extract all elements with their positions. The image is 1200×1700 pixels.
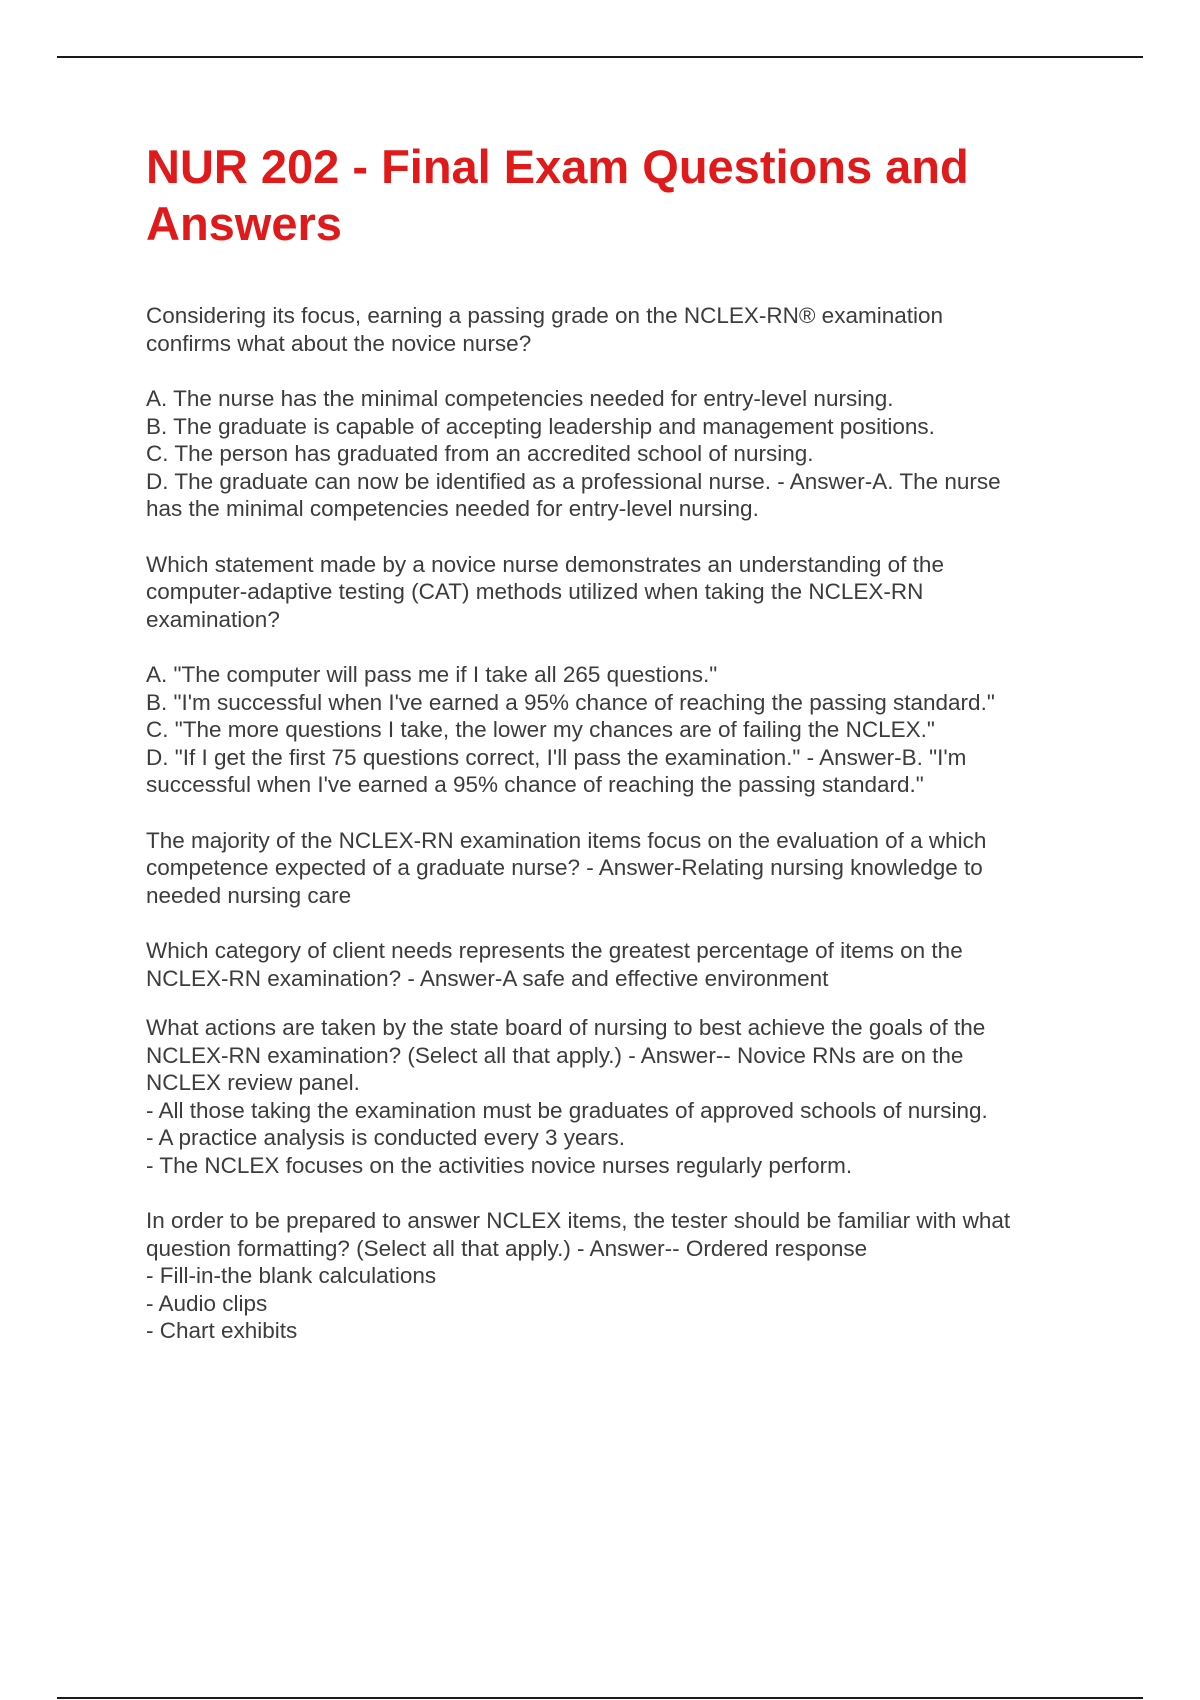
question-1-options-answer bbox=[146, 385, 1086, 523]
footer-rule bbox=[57, 1697, 1143, 1699]
qa-list bbox=[146, 302, 1086, 1345]
text-line: examination? bbox=[146, 606, 280, 632]
text-line: needed nursing care bbox=[146, 882, 352, 908]
text-line: - The NCLEX focuses on the activities novice nurses regularly perform. bbox=[146, 1152, 853, 1178]
text-line: question formatting? (Select all that apply.) - Answer-- Ordered response bbox=[146, 1235, 868, 1261]
text-line: - Chart exhibits bbox=[146, 1318, 298, 1343]
question-5 bbox=[146, 1014, 1086, 1179]
text-line: D. The graduate can now be identified as a professional nurse. - Answer-A. The nurse bbox=[146, 468, 1001, 494]
text-line: - Audio clips bbox=[146, 1290, 268, 1316]
question-1-stem bbox=[146, 302, 1086, 357]
text-line: - Fill-in-the blank calculations bbox=[146, 1263, 437, 1288]
title-line: NUR 202 - Final Exam Questions and bbox=[146, 140, 969, 193]
text-line: Which statement made by a novice nurse demonstrates an understanding of the bbox=[146, 551, 944, 577]
text-line: competence expected of a graduate nurse? - Answer-Relating nursing knowledge to bbox=[146, 855, 983, 880]
text-line: has the minimal competencies needed for entry-level nursing. bbox=[146, 496, 759, 521]
text-line: computer-adaptive testing (CAT) methods utilized when taking the NCLEX-RN bbox=[146, 579, 924, 604]
text-line: In order to be prepared to answer NCLEX items, the tester should be familiar with what bbox=[146, 1208, 1011, 1233]
text-line: What actions are taken by the state board of nursing to best achieve the goals of the bbox=[146, 1015, 986, 1040]
text-line: C. "The more questions I take, the lower my chances are of failing the NCLEX." bbox=[146, 717, 935, 742]
text-line: A. The nurse has the minimal competencies needed for entry-level nursing. bbox=[146, 386, 894, 411]
text-line: B. "I'm successful when I've earned a 95% chance of reaching the passing standard." bbox=[146, 689, 995, 715]
text-line: confirms what about the novice nurse? bbox=[146, 330, 532, 356]
text-line: The majority of the NCLEX-RN examination items focus on the evaluation of a which bbox=[146, 827, 987, 853]
text-line: - All those taking the examination must be graduates of approved schools of nursing. bbox=[146, 1097, 988, 1123]
text-line: B. The graduate is capable of accepting leadership and management positions. bbox=[146, 413, 935, 439]
question-2-options-answer bbox=[146, 661, 1086, 799]
text-line: NCLEX review panel. bbox=[146, 1070, 360, 1095]
header-rule bbox=[57, 56, 1143, 58]
text-line: - A practice analysis is conducted every 3 years. bbox=[146, 1125, 625, 1150]
question-3 bbox=[146, 827, 1086, 910]
text-line: successful when I've earned a 95% chance of reaching the passing standard." bbox=[146, 772, 924, 797]
document-page bbox=[146, 138, 1086, 1373]
title-line: Answers bbox=[146, 197, 342, 250]
text-line: A. "The computer will pass me if I take all 265 questions." bbox=[146, 662, 718, 687]
text-line: NCLEX-RN examination? (Select all that apply.) - Answer-- Novice RNs are on the bbox=[146, 1042, 964, 1068]
text-line: NCLEX-RN examination? - Answer-A safe and effective environment bbox=[146, 965, 829, 991]
text-line: Which category of client needs represents the greatest percentage of items on the bbox=[146, 938, 963, 963]
question-4 bbox=[146, 937, 1086, 992]
text-line: D. "If I get the first 75 questions correct, I'll pass the examination." - Answer-B. "I'm bbox=[146, 744, 967, 770]
document-title bbox=[146, 138, 1086, 252]
text-line: C. The person has graduated from an accredited school of nursing. bbox=[146, 441, 814, 466]
question-2-stem bbox=[146, 551, 1086, 634]
text-line: Considering its focus, earning a passing grade on the NCLEX-RN® examination bbox=[146, 303, 944, 328]
question-6 bbox=[146, 1207, 1086, 1345]
